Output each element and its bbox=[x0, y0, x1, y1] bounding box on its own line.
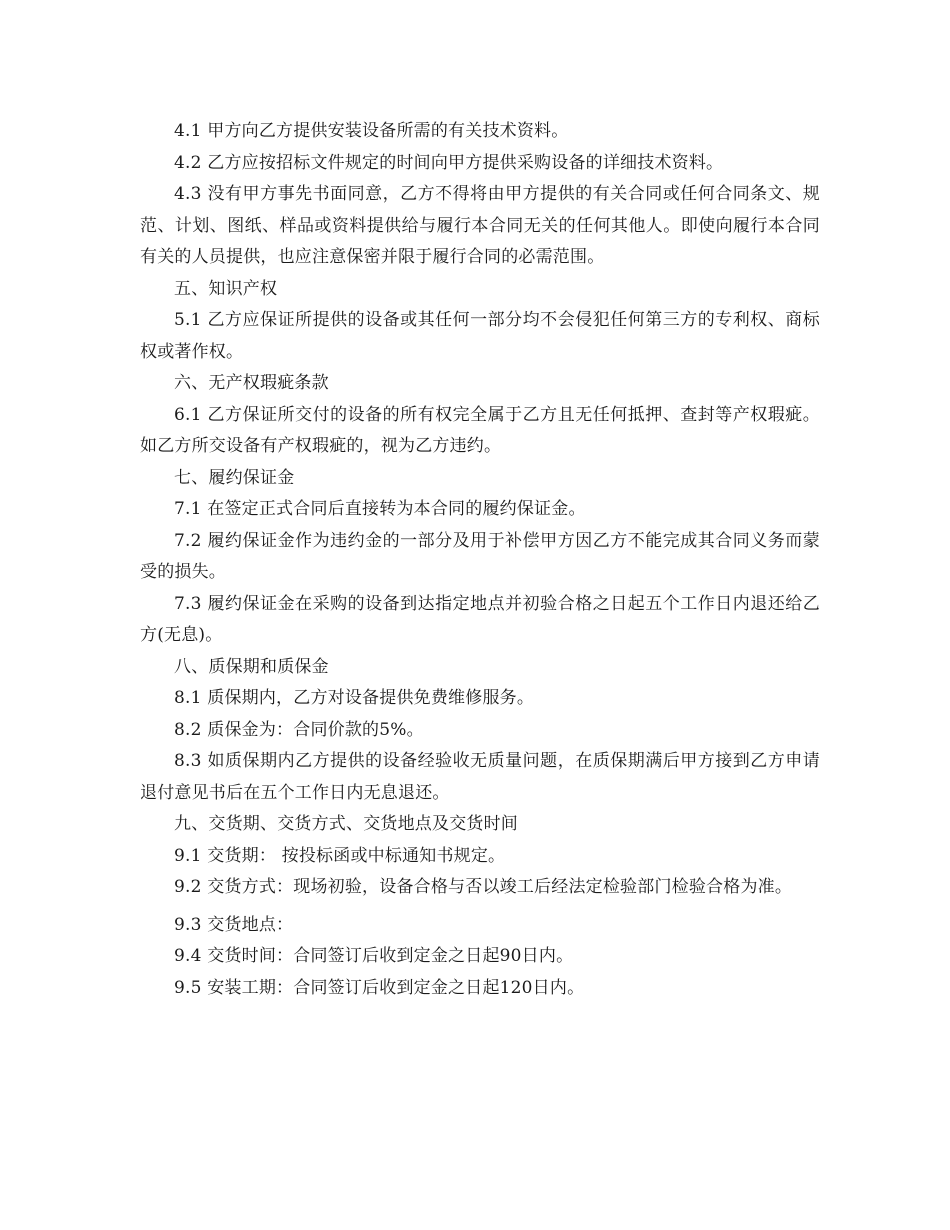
clause-9-1: 9.1 交货期： 按投标函或中标通知书规定。 bbox=[174, 845, 506, 866]
section-heading-6: 六、无产权瑕疵条款 bbox=[174, 373, 329, 393]
clause-4-3: 4.3 没有甲方事先书面同意，乙方不得将由甲方提供的有关合同或任何合同条文、规范、计划、图纸、样品或资料提供给与履行本合同无关的任何其他人。即使向履行本合同有关的人员提供，也应注意保密并限于履行合同的必需范围。 bbox=[140, 184, 820, 267]
clause-7-1: 7.1 在签定正式合同后直接转为本合同的履约保证金。 bbox=[174, 499, 586, 519]
clause-8-3: 8.3 如质保期内乙方提供的设备经验收无质量问题，在质保期满后甲方接到乙方申请退付意见书后在五个工作日内无息退还。 bbox=[140, 751, 820, 803]
section-heading-9: 九、交货期、交货方式、交货地点及交货时间 bbox=[174, 814, 518, 834]
clause-9-2: 9.2 交货方式：现场初验，设备合格与否以竣工后经法定检验部门检验合格为准。 bbox=[174, 877, 793, 897]
clause-6-1: 6.1 乙方保证所交付的设备的所有权完全属于乙方且无任何抵押、查封等产权瑕疵。如乙方所交设备有产权瑕疵的，视为乙方违约。 bbox=[140, 404, 820, 456]
clause-8-2: 8.2 质保金为：合同价款的5%。 bbox=[174, 719, 424, 740]
clause-7-3: 7.3 履约保证金在采购的设备到达指定地点并初验合格之日起五个工作日内退还给乙方(无息)。 bbox=[140, 593, 820, 645]
clause-4-1: 4.1 甲方向乙方提供安装设备所需的有关技术资料。 bbox=[174, 121, 569, 141]
section-heading-5: 五、知识产权 bbox=[174, 278, 278, 299]
clause-5-1: 5.1 乙方应保证所提供的设备或其任何一部分均不会侵犯任何第三方的专利权、商标权或著作权。 bbox=[140, 310, 820, 362]
contract-text bbox=[140, 116, 820, 1004]
clause-9-5: 9.5 安装工期：合同签订后收到定金之日起120日内。 bbox=[174, 977, 585, 998]
clause-9-4: 9.4 交货时间：合同签订后收到定金之日起90日内。 bbox=[174, 946, 574, 966]
section-heading-7: 七、履约保证金 bbox=[174, 467, 295, 488]
clause-9-3: 9.3 交货地点： bbox=[174, 914, 294, 935]
section-heading-8: 八、质保期和质保金 bbox=[174, 656, 329, 677]
clause-8-1: 8.1 质保期内，乙方对设备提供免费维修服务。 bbox=[174, 688, 535, 708]
clause-7-2: 7.2 履约保证金作为违约金的一部分及用于补偿甲方因乙方不能完成其合同义务而蒙受的损失。 bbox=[140, 530, 820, 582]
clause-4-2: 4.2 乙方应按招标文件规定的时间向甲方提供采购设备的详细技术资料。 bbox=[174, 152, 724, 173]
